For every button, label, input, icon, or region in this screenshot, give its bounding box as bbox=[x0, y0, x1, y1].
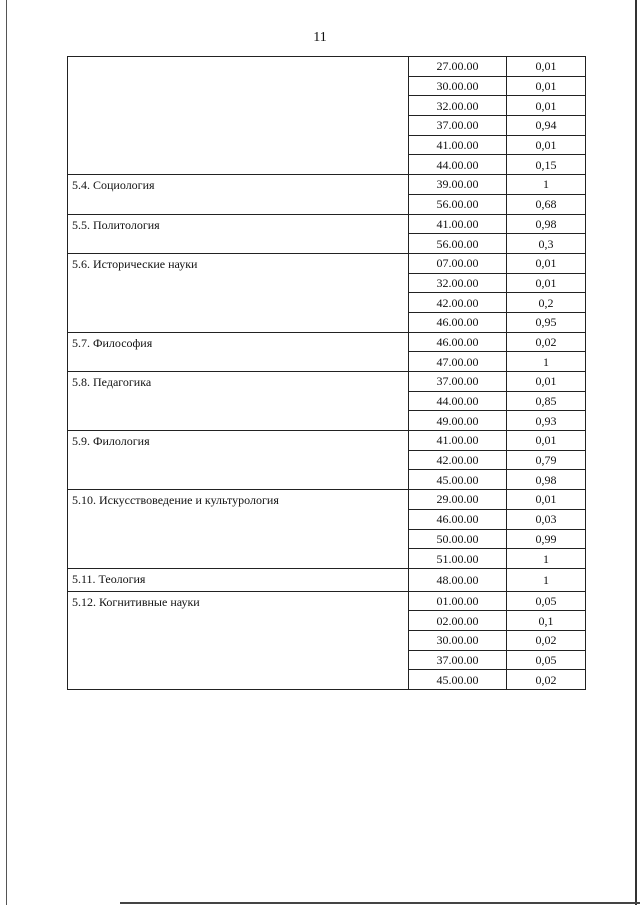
value-cell: 0,99 bbox=[507, 529, 586, 549]
code-cell: 39.00.00 bbox=[409, 175, 507, 195]
value-cell: 0,05 bbox=[507, 591, 586, 611]
scan-left-edge bbox=[6, 0, 7, 905]
table-body bbox=[68, 57, 586, 690]
code-cell: 30.00.00 bbox=[409, 76, 507, 96]
value-cell: 0,01 bbox=[507, 76, 586, 96]
code-cell: 47.00.00 bbox=[409, 352, 507, 372]
table-row bbox=[68, 568, 586, 591]
code-cell: 48.00.00 bbox=[409, 568, 507, 591]
subject-cell: 5.5. Политология bbox=[68, 214, 409, 253]
value-cell: 0,01 bbox=[507, 253, 586, 273]
code-cell: 56.00.00 bbox=[409, 234, 507, 254]
value-cell: 0,01 bbox=[507, 490, 586, 510]
value-cell: 0,98 bbox=[507, 214, 586, 234]
subject-cell bbox=[68, 57, 409, 175]
code-cell: 45.00.00 bbox=[409, 670, 507, 690]
value-cell: 0,01 bbox=[507, 135, 586, 155]
value-cell: 0,1 bbox=[507, 611, 586, 631]
table-row bbox=[68, 431, 586, 451]
subject-cell: 5.4. Социология bbox=[68, 175, 409, 214]
value-cell: 0,01 bbox=[507, 273, 586, 293]
value-cell: 0,01 bbox=[507, 96, 586, 116]
code-cell: 07.00.00 bbox=[409, 253, 507, 273]
table-row bbox=[68, 372, 586, 392]
scan-right-edge bbox=[635, 0, 637, 905]
value-cell: 0,2 bbox=[507, 293, 586, 313]
table-row bbox=[68, 490, 586, 510]
code-cell: 32.00.00 bbox=[409, 96, 507, 116]
subject-cell: 5.9. Филология bbox=[68, 431, 409, 490]
table-row bbox=[68, 57, 586, 77]
page-number: 11 bbox=[313, 30, 327, 45]
code-cell: 27.00.00 bbox=[409, 57, 507, 77]
value-cell: 0,05 bbox=[507, 650, 586, 670]
subject-cell: 5.8. Педагогика bbox=[68, 372, 409, 431]
code-cell: 30.00.00 bbox=[409, 630, 507, 650]
code-cell: 42.00.00 bbox=[409, 293, 507, 313]
code-cell: 46.00.00 bbox=[409, 509, 507, 529]
table-row bbox=[68, 332, 586, 352]
value-cell: 0,01 bbox=[507, 372, 586, 392]
subject-cell: 5.6. Исторические науки bbox=[68, 253, 409, 332]
code-cell: 44.00.00 bbox=[409, 155, 507, 175]
value-cell: 0,85 bbox=[507, 391, 586, 411]
code-cell: 37.00.00 bbox=[409, 650, 507, 670]
value-cell: 0,02 bbox=[507, 630, 586, 650]
code-cell: 29.00.00 bbox=[409, 490, 507, 510]
code-cell: 37.00.00 bbox=[409, 116, 507, 136]
value-cell: 0,01 bbox=[507, 57, 586, 77]
scan-bottom-edge bbox=[120, 902, 640, 904]
subject-cell: 5.10. Искусствоведение и культурология bbox=[68, 490, 409, 569]
code-cell: 41.00.00 bbox=[409, 135, 507, 155]
subject-cell: 5.7. Философия bbox=[68, 332, 409, 371]
code-cell: 01.00.00 bbox=[409, 591, 507, 611]
value-cell: 0,79 bbox=[507, 450, 586, 470]
value-cell: 0,02 bbox=[507, 670, 586, 690]
value-cell: 0,3 bbox=[507, 234, 586, 254]
value-cell: 1 bbox=[507, 549, 586, 569]
table-row bbox=[68, 591, 586, 611]
subject-code-table bbox=[67, 56, 586, 690]
code-cell: 42.00.00 bbox=[409, 450, 507, 470]
value-cell: 0,68 bbox=[507, 194, 586, 214]
code-cell: 02.00.00 bbox=[409, 611, 507, 631]
value-cell: 0,02 bbox=[507, 332, 586, 352]
code-cell: 45.00.00 bbox=[409, 470, 507, 490]
subject-cell: 5.11. Теология bbox=[68, 568, 409, 591]
table-row bbox=[68, 253, 586, 273]
code-cell: 46.00.00 bbox=[409, 312, 507, 332]
code-cell: 37.00.00 bbox=[409, 372, 507, 392]
value-cell: 1 bbox=[507, 352, 586, 372]
value-cell: 0,95 bbox=[507, 312, 586, 332]
value-cell: 0,03 bbox=[507, 509, 586, 529]
value-cell: 0,98 bbox=[507, 470, 586, 490]
table-row bbox=[68, 214, 586, 234]
table-row bbox=[68, 175, 586, 195]
subject-cell: 5.12. Когнитивные науки bbox=[68, 591, 409, 689]
code-cell: 41.00.00 bbox=[409, 214, 507, 234]
value-cell: 0,01 bbox=[507, 431, 586, 451]
value-cell: 1 bbox=[507, 175, 586, 195]
value-cell: 1 bbox=[507, 568, 586, 591]
value-cell: 0,93 bbox=[507, 411, 586, 431]
code-cell: 51.00.00 bbox=[409, 549, 507, 569]
code-cell: 56.00.00 bbox=[409, 194, 507, 214]
code-cell: 49.00.00 bbox=[409, 411, 507, 431]
value-cell: 0,94 bbox=[507, 116, 586, 136]
code-cell: 50.00.00 bbox=[409, 529, 507, 549]
code-cell: 32.00.00 bbox=[409, 273, 507, 293]
value-cell: 0,15 bbox=[507, 155, 586, 175]
code-cell: 44.00.00 bbox=[409, 391, 507, 411]
code-cell: 41.00.00 bbox=[409, 431, 507, 451]
code-cell: 46.00.00 bbox=[409, 332, 507, 352]
